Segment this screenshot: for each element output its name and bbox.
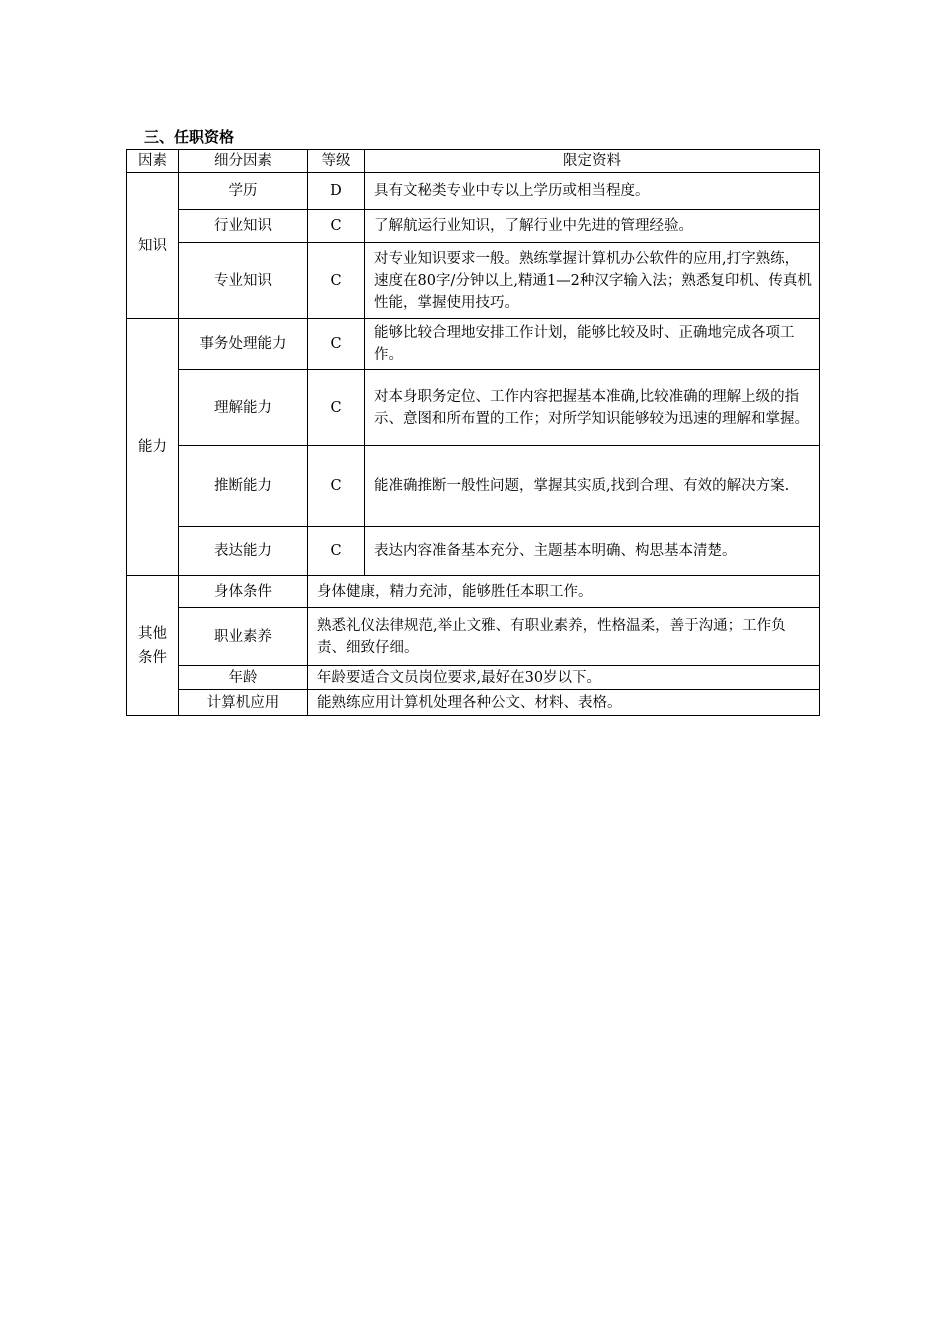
- group-ability: 能力: [127, 319, 179, 576]
- row-subfactor: 表达能力: [179, 527, 308, 576]
- row-content: 身体健康，精力充沛，能够胜任本职工作。: [308, 576, 820, 608]
- row-content: 能够比较合理地安排工作计划，能够比较及时、正确地完成各项工作。: [365, 319, 820, 370]
- row-grade: C: [308, 319, 365, 370]
- row-content: 年龄要适合文员岗位要求,最好在30岁以下。: [308, 666, 820, 690]
- qualification-table: [126, 149, 820, 716]
- row-subfactor: 行业知识: [179, 210, 308, 243]
- table-row: [127, 446, 820, 527]
- row-grade: C: [308, 210, 365, 243]
- table-row: [127, 608, 820, 666]
- row-subfactor: 身体条件: [179, 576, 308, 608]
- table-header-row: [127, 150, 820, 173]
- row-subfactor: 学历: [179, 173, 308, 210]
- group-other-label: 其他条件: [137, 625, 167, 666]
- row-subfactor: 推断能力: [179, 446, 308, 527]
- row-subfactor: 专业知识: [179, 243, 308, 319]
- row-grade: C: [308, 446, 365, 527]
- table-row: [127, 666, 820, 690]
- group-knowledge: 知识: [127, 173, 179, 319]
- table-row: [127, 210, 820, 243]
- row-subfactor: 计算机应用: [179, 690, 308, 716]
- table-row: [127, 576, 820, 608]
- row-content: 熟悉礼仪法律规范,举止文雅、有职业素养，性格温柔，善于沟通；工作负责、细致仔细。: [308, 608, 820, 666]
- header-factor: 因素: [127, 150, 179, 173]
- row-subfactor: 理解能力: [179, 370, 308, 446]
- row-subfactor: 事务处理能力: [179, 319, 308, 370]
- row-content: 具有文秘类专业中专以上学历或相当程度。: [365, 173, 820, 210]
- row-content: 了解航运行业知识，了解行业中先进的管理经验。: [365, 210, 820, 243]
- table-row: [127, 319, 820, 370]
- row-subfactor: 年龄: [179, 666, 308, 690]
- row-subfactor: 职业素养: [179, 608, 308, 666]
- group-other: [127, 576, 179, 716]
- section-title: 三、任职资格: [144, 128, 235, 146]
- row-grade: C: [308, 527, 365, 576]
- row-content: 对本身职务定位、工作内容把握基本准确,比较准确的理解上级的指示、意图和所布置的工作；对所学知识能够较为迅速的理解和掌握。: [365, 370, 820, 446]
- row-grade: C: [308, 243, 365, 319]
- table-row: [127, 690, 820, 716]
- header-subfactor: 细分因素: [179, 150, 308, 173]
- header-content: 限定资料: [365, 150, 820, 173]
- row-grade: C: [308, 370, 365, 446]
- row-content: 对专业知识要求一般。熟练掌握计算机办公软件的应用,打字熟练，速度在80字/分钟以上,精通1—2种汉字输入法；熟悉复印机、传真机性能，掌握使用技巧。: [365, 243, 820, 319]
- row-content: 能熟练应用计算机处理各种公文、材料、表格。: [308, 690, 820, 716]
- table-row: [127, 370, 820, 446]
- table-row: [127, 243, 820, 319]
- header-grade: 等级: [308, 150, 365, 173]
- row-grade: D: [308, 173, 365, 210]
- row-content: 能准确推断一般性问题，掌握其实质,找到合理、有效的解决方案.: [365, 446, 820, 527]
- table-row: [127, 173, 820, 210]
- table-row: [127, 527, 820, 576]
- row-content: 表达内容准备基本充分、主题基本明确、构思基本清楚。: [365, 527, 820, 576]
